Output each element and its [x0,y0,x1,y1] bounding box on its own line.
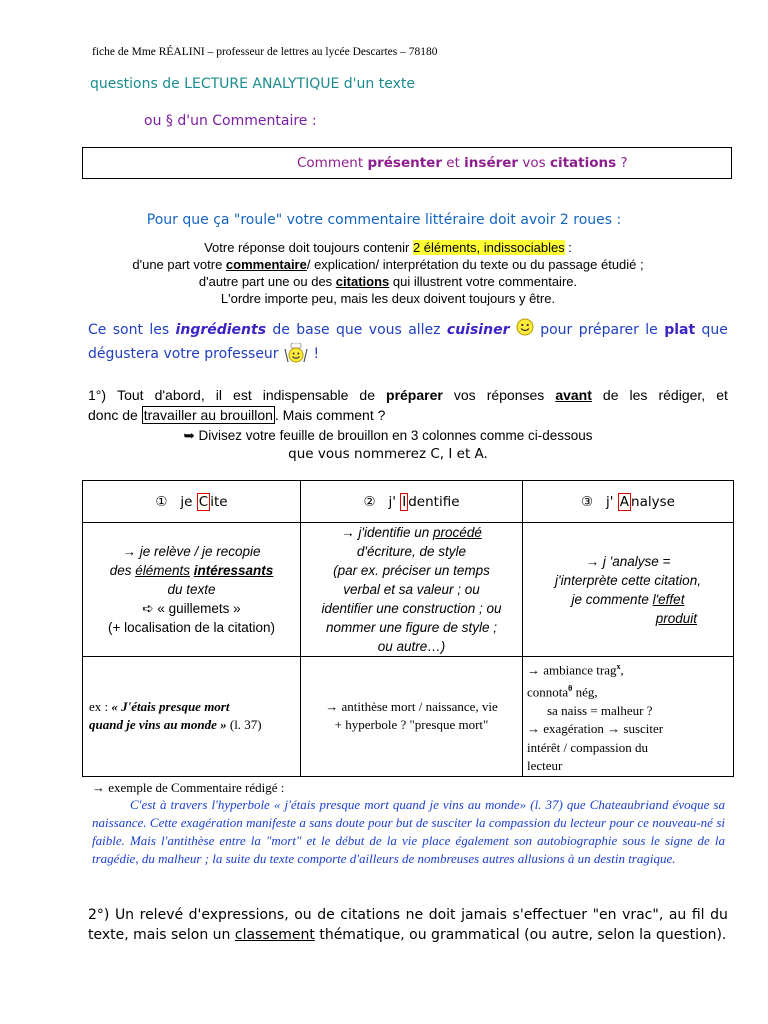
cell-analyse-description: → j 'analyse = j'interprète cette citation, je commente l'effet produit [523,523,734,657]
cell-example-procede: → antithèse mort / naissance, vie + hyperbole ? "presque mort" [301,657,523,777]
header-identifie: ② j' I dentifie [301,481,523,523]
cia-table [82,480,734,777]
cell-identifie-description: → j'identifie un procédé d'écriture, de style (par ex. préciser un temps verbal et sa valeur ; ou identifier une construction ; ou nommer une figure de style ; ou autre…) [301,523,523,657]
rules-line-3: d'autre part une ou des citations qui illustrent votre commentaire. [198,274,578,289]
exemple-commentaire-text: C'est à travers l'hyperbole « j'étais presque mort quand je vins au monde» (l. 37) que Chateaubriand évoque sa naissance. Cette exagération manifeste a sans doute pour but de susciter la compassion du lecteur pour ce nouveau-né si faible. Mais l'antithèse entre la "mort" et le début de la vie place également son autobiographie sous le signe de la tragédie, du malheur ; la suite du texte comporte d'ailleurs de nombreuses autres allusions à un destin tragique. [92,797,725,866]
header-line: fiche de Mme RÉALINI – professeur de lettres au lycée Descartes – 78180 [92,46,438,58]
smiley-icon [516,318,534,336]
roues-heading: Pour que ça "roule" votre commentaire littéraire doit avoir 2 roues : [146,212,622,228]
cell-example-analyse: → ambiance trag$^x$, connota$^\theta$ nég, sa naiss = malheur ? → exagération → susciter intérêt / compassion du lecteur [523,657,734,777]
rules-paragraph [0,239,768,307]
cell-cite-description: → je relève / je recopie des éléments intéressants du texte ➪ « guillemets » (+ localisation de la citation) [83,523,301,657]
citations-title-box [82,147,732,179]
cell-example-citation: ex : « J'étais presque mort quand je vins au monde » (l. 37) [83,657,301,777]
ingredients-paragraph: Ce sont les ingrédients de base que vous allez cuisiner pour préparer le plat que dégustera votre professeur ! [88,318,728,366]
subtitle-lecture-analytique: questions de LECTURE ANALYTIQUE d'un texte [90,76,415,92]
chef-smiley-icon [283,343,309,365]
step1-paragraph: 1°) Tout d'abord, il est indispensable de préparer vos réponses avant de les rédiger, et donc de travailler au brouillon . Mais comment ? [88,387,728,423]
step2-paragraph: 2°) Un relevé d'expressions, ou de citations ne doit jamais s'effectuer "en vrac", au fil du texte, mais selon un classement thématique, ou grammatical (ou autre, selon la question). [88,907,728,943]
citations-title: Comment présenter et insérer vos citations ? [297,155,628,171]
rules-line-1: Votre réponse doit toujours contenir 2 éléments, indissociables : [204,240,572,255]
rules-line-2: d'une part votre commentaire/ explication/ interprétation du texte ou du passage étudié ; [132,257,644,272]
header-cite: ① je C ite [83,481,301,523]
rules-line-4: L'ordre importe peu, mais les deux doivent toujours y être. [220,291,556,306]
exemple-label: → exemple de Commentaire rédigé : [92,780,285,795]
header-analyse: ③ j' A nalyse [523,481,734,523]
subtitle-commentaire: ou § d'un Commentaire : [144,113,317,129]
divise-instruction: ➥ Divisez votre feuille de brouillon en 3 colonnes comme ci-dessous que vous nommerez C, I et A. [183,428,593,462]
